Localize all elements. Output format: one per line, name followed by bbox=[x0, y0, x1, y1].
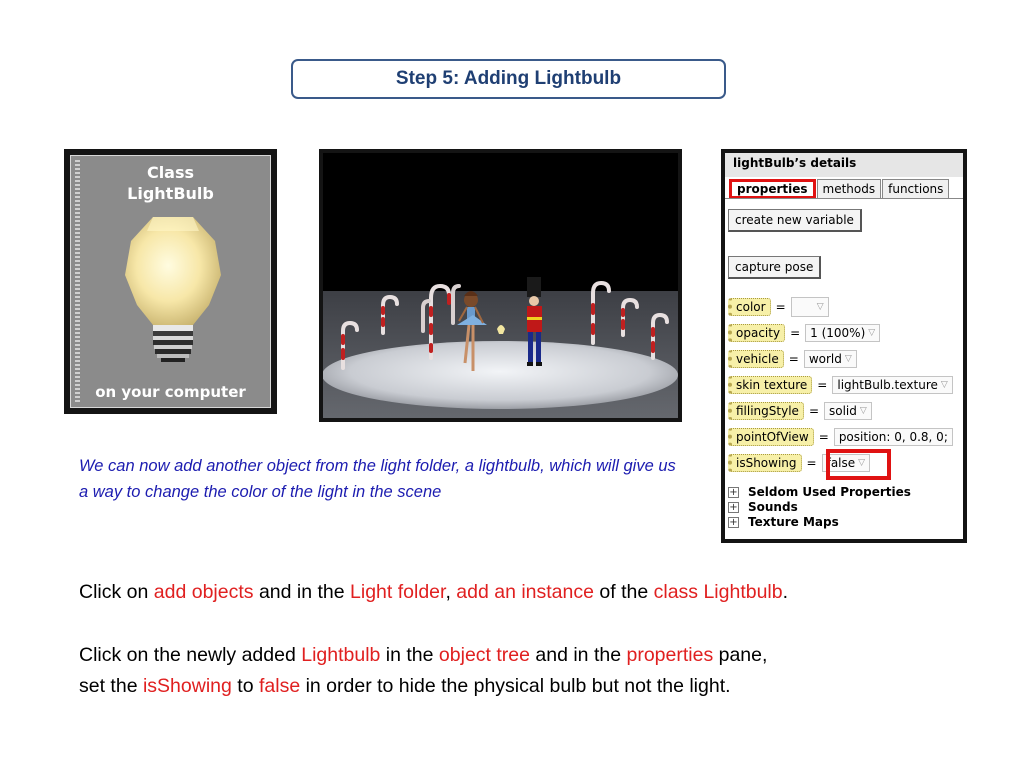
world-view[interactable] bbox=[323, 153, 678, 418]
lightbulb-icon bbox=[123, 213, 223, 373]
expand-icon[interactable]: + bbox=[729, 516, 738, 528]
property-name[interactable]: fillingStyle bbox=[728, 402, 804, 420]
skin-texture-dropdown[interactable] bbox=[832, 376, 952, 394]
highlight-false: false bbox=[258, 675, 301, 697]
property-name[interactable]: opacity bbox=[728, 324, 785, 342]
property-row-color bbox=[728, 296, 829, 318]
property-row-vehicle bbox=[728, 348, 857, 370]
instruction-paragraph-1 bbox=[79, 577, 979, 608]
text-run: in the bbox=[380, 644, 439, 666]
details-panel-header: lightBulb’s details bbox=[725, 153, 963, 177]
create-new-variable-button[interactable]: create new variable bbox=[728, 209, 862, 232]
is-showing-highlight bbox=[826, 449, 891, 480]
class-tile-title-line1: Class bbox=[146, 163, 195, 182]
tree-item-label: Seldom Used Properties bbox=[748, 485, 911, 499]
property-name[interactable]: pointOfView bbox=[728, 428, 814, 446]
property-name[interactable]: vehicle bbox=[728, 350, 784, 368]
property-row-point-of-view bbox=[728, 426, 953, 448]
slide-title: Step 5: Adding Lightbulb bbox=[291, 59, 726, 99]
highlight-add-objects: add objects bbox=[153, 581, 254, 603]
capture-pose-button[interactable]: capture pose bbox=[728, 256, 821, 279]
text-run: and in the bbox=[253, 581, 351, 603]
text-run: set the bbox=[79, 675, 143, 697]
point-of-view-dropdown[interactable] bbox=[834, 428, 953, 446]
text-run: pane, bbox=[713, 644, 768, 666]
highlight-light-folder: Light folder bbox=[350, 581, 446, 603]
tree-item-texture-maps[interactable] bbox=[728, 515, 839, 529]
details-panel bbox=[725, 153, 963, 539]
class-tile-caption: on your computer bbox=[95, 383, 246, 401]
dropdown-arrow-icon: ▽ bbox=[858, 458, 866, 468]
instruction-paragraph-2 bbox=[79, 640, 979, 702]
text-run: . bbox=[782, 581, 789, 603]
property-value: false bbox=[826, 456, 856, 470]
details-tabs bbox=[729, 179, 950, 199]
text-run: of the bbox=[593, 581, 654, 603]
class-tile-title-line2: LightBulb bbox=[127, 184, 214, 203]
property-value: world bbox=[808, 352, 842, 366]
highlight-properties: properties bbox=[626, 644, 714, 666]
property-row-skin-texture bbox=[728, 374, 953, 396]
equals-sign: = bbox=[775, 300, 786, 314]
dropdown-arrow-icon: ▽ bbox=[816, 302, 824, 312]
property-value: 1 (100%) bbox=[810, 326, 866, 340]
dropdown-arrow-icon: ▽ bbox=[940, 380, 948, 390]
tree-item-seldom-used[interactable] bbox=[728, 485, 911, 499]
text-run: Click on bbox=[79, 581, 154, 603]
property-name[interactable]: isShowing bbox=[728, 454, 802, 472]
equals-sign: = bbox=[806, 456, 817, 470]
tab-divider bbox=[725, 198, 963, 199]
class-lightbulb-tile[interactable] bbox=[70, 155, 271, 408]
opacity-dropdown[interactable] bbox=[805, 324, 880, 342]
property-name[interactable]: skin texture bbox=[728, 376, 812, 394]
highlight-class-lightbulb: class Lightbulb bbox=[653, 581, 783, 603]
property-name[interactable]: color bbox=[728, 298, 771, 316]
highlight-lightbulb: Lightbulb bbox=[301, 644, 381, 666]
tab-methods[interactable]: methods bbox=[817, 179, 882, 199]
equals-sign: = bbox=[817, 378, 828, 392]
image-caption: We can now add another object from the light folder, a lightbulb, which will give us a way to change the color of the light in the scene bbox=[79, 457, 676, 501]
ice-rink-scene bbox=[323, 153, 678, 418]
expand-icon[interactable]: + bbox=[729, 501, 738, 513]
tree-item-sounds[interactable] bbox=[728, 500, 798, 514]
text-run: in order to hide the physical bulb but not the light. bbox=[300, 675, 731, 697]
property-row-filling-style bbox=[728, 400, 872, 422]
highlight-object-tree: object tree bbox=[438, 644, 530, 666]
equals-sign: = bbox=[790, 326, 801, 340]
text-run: , bbox=[445, 581, 457, 603]
text-run: Click on the newly added bbox=[79, 644, 302, 666]
property-row-opacity bbox=[728, 322, 880, 344]
property-value: solid bbox=[829, 404, 857, 418]
tree-item-label: Texture Maps bbox=[748, 515, 839, 529]
equals-sign: = bbox=[788, 352, 799, 366]
equals-sign: = bbox=[818, 430, 829, 444]
expand-icon[interactable]: + bbox=[729, 486, 738, 498]
tree-item-label: Sounds bbox=[748, 500, 798, 514]
dropdown-arrow-icon: ▽ bbox=[859, 406, 867, 416]
property-value: position: 0, 0.8, 0; bbox=[838, 430, 948, 444]
equals-sign: = bbox=[808, 404, 819, 418]
tab-properties[interactable]: properties bbox=[729, 179, 816, 199]
tab-functions[interactable]: functions bbox=[882, 179, 949, 199]
color-dropdown[interactable] bbox=[791, 297, 829, 317]
highlight-is-showing: isShowing bbox=[142, 675, 232, 697]
class-tile-title bbox=[71, 162, 270, 204]
dropdown-arrow-icon: ▽ bbox=[868, 328, 876, 338]
filling-style-dropdown[interactable] bbox=[824, 402, 872, 420]
text-run: and in the bbox=[529, 644, 627, 666]
text-run: to bbox=[231, 675, 259, 697]
property-value: lightBulb.texture bbox=[837, 378, 938, 392]
dropdown-arrow-icon: ▽ bbox=[844, 354, 852, 364]
vehicle-dropdown[interactable] bbox=[804, 350, 857, 368]
highlight-add-instance: add an instance bbox=[456, 581, 594, 603]
